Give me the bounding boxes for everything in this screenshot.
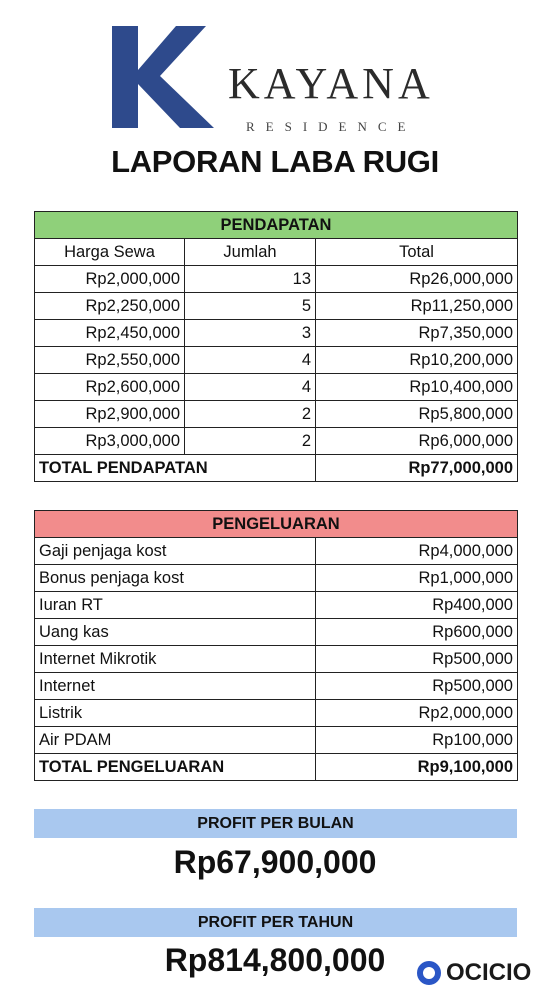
expense-amount-cell: Rp1,000,000	[316, 565, 518, 592]
price-cell: Rp2,600,000	[35, 374, 185, 401]
total-cell: Rp5,800,000	[316, 401, 518, 428]
expense-item-cell: Gaji penjaga kost	[35, 538, 316, 565]
table-row	[35, 673, 518, 700]
expense-amount-cell: Rp600,000	[316, 619, 518, 646]
total-cell: Rp11,250,000	[316, 293, 518, 320]
table-row	[35, 347, 518, 374]
brand-subtitle: RESIDENCE	[246, 119, 417, 134]
table-row	[35, 266, 518, 293]
column-header-total: Total	[316, 239, 518, 266]
report-title: LAPORAN LABA RUGI	[111, 144, 439, 179]
expense-amount-cell: Rp400,000	[316, 592, 518, 619]
profit-year-value: Rp814,800,000	[164, 942, 386, 978]
total-cell: Rp10,200,000	[316, 347, 518, 374]
profit-year-label: PROFIT PER TAHUN	[34, 908, 517, 937]
expense-item-cell: Iuran RT	[35, 592, 316, 619]
price-cell: Rp2,000,000	[35, 266, 185, 293]
qty-cell: 2	[185, 428, 316, 455]
table-row	[35, 401, 518, 428]
expense-item-cell: Internet Mikrotik	[35, 646, 316, 673]
expense-item-cell: Internet	[35, 673, 316, 700]
column-header-qty: Jumlah	[185, 239, 316, 266]
watermark	[416, 958, 546, 988]
price-cell: Rp3,000,000	[35, 428, 185, 455]
expense-header: PENGELUARAN	[35, 511, 518, 538]
brand-logo	[104, 22, 454, 132]
table-row	[35, 592, 518, 619]
table-row	[35, 700, 518, 727]
profit-month-value: Rp67,900,000	[173, 844, 377, 880]
table-row	[35, 646, 518, 673]
watermark-text: OCICIO	[446, 959, 532, 986]
expense-total-label: TOTAL PENGELUARAN	[35, 754, 316, 781]
table-row	[35, 619, 518, 646]
expense-table	[34, 510, 518, 781]
table-row	[35, 320, 518, 347]
brand-name: KAYANA	[228, 59, 434, 108]
expense-amount-cell: Rp2,000,000	[316, 700, 518, 727]
total-cell: Rp7,350,000	[316, 320, 518, 347]
expense-total-row	[35, 754, 518, 781]
price-cell: Rp2,450,000	[35, 320, 185, 347]
table-row	[35, 428, 518, 455]
table-row	[35, 538, 518, 565]
expense-amount-cell: Rp100,000	[316, 727, 518, 754]
k-logo-icon	[104, 22, 216, 130]
column-header-price: Harga Sewa	[35, 239, 185, 266]
qty-cell: 4	[185, 347, 316, 374]
table-row	[35, 374, 518, 401]
expense-item-cell: Listrik	[35, 700, 316, 727]
table-row	[35, 727, 518, 754]
expense-amount-cell: Rp500,000	[316, 646, 518, 673]
table-row	[35, 565, 518, 592]
expense-amount-cell: Rp500,000	[316, 673, 518, 700]
income-table	[34, 211, 518, 482]
qty-cell: 3	[185, 320, 316, 347]
income-total-value: Rp77,000,000	[316, 455, 518, 482]
expense-item-cell: Uang kas	[35, 619, 316, 646]
qty-cell: 4	[185, 374, 316, 401]
income-column-headers	[35, 239, 518, 266]
expense-total-value: Rp9,100,000	[316, 754, 518, 781]
qty-cell: 5	[185, 293, 316, 320]
price-cell: Rp2,900,000	[35, 401, 185, 428]
total-cell: Rp26,000,000	[316, 266, 518, 293]
expense-item-cell: Bonus penjaga kost	[35, 565, 316, 592]
price-cell: Rp2,550,000	[35, 347, 185, 374]
table-row	[35, 293, 518, 320]
qty-cell: 2	[185, 401, 316, 428]
income-total-label: TOTAL PENDAPATAN	[35, 455, 316, 482]
price-cell: Rp2,250,000	[35, 293, 185, 320]
profit-month-label: PROFIT PER BULAN	[34, 809, 517, 838]
income-header: PENDAPATAN	[35, 212, 518, 239]
income-total-row	[35, 455, 518, 482]
ocicio-logo-icon	[416, 960, 442, 986]
qty-cell: 13	[185, 266, 316, 293]
expense-item-cell: Air PDAM	[35, 727, 316, 754]
total-cell: Rp6,000,000	[316, 428, 518, 455]
total-cell: Rp10,400,000	[316, 374, 518, 401]
expense-amount-cell: Rp4,000,000	[316, 538, 518, 565]
